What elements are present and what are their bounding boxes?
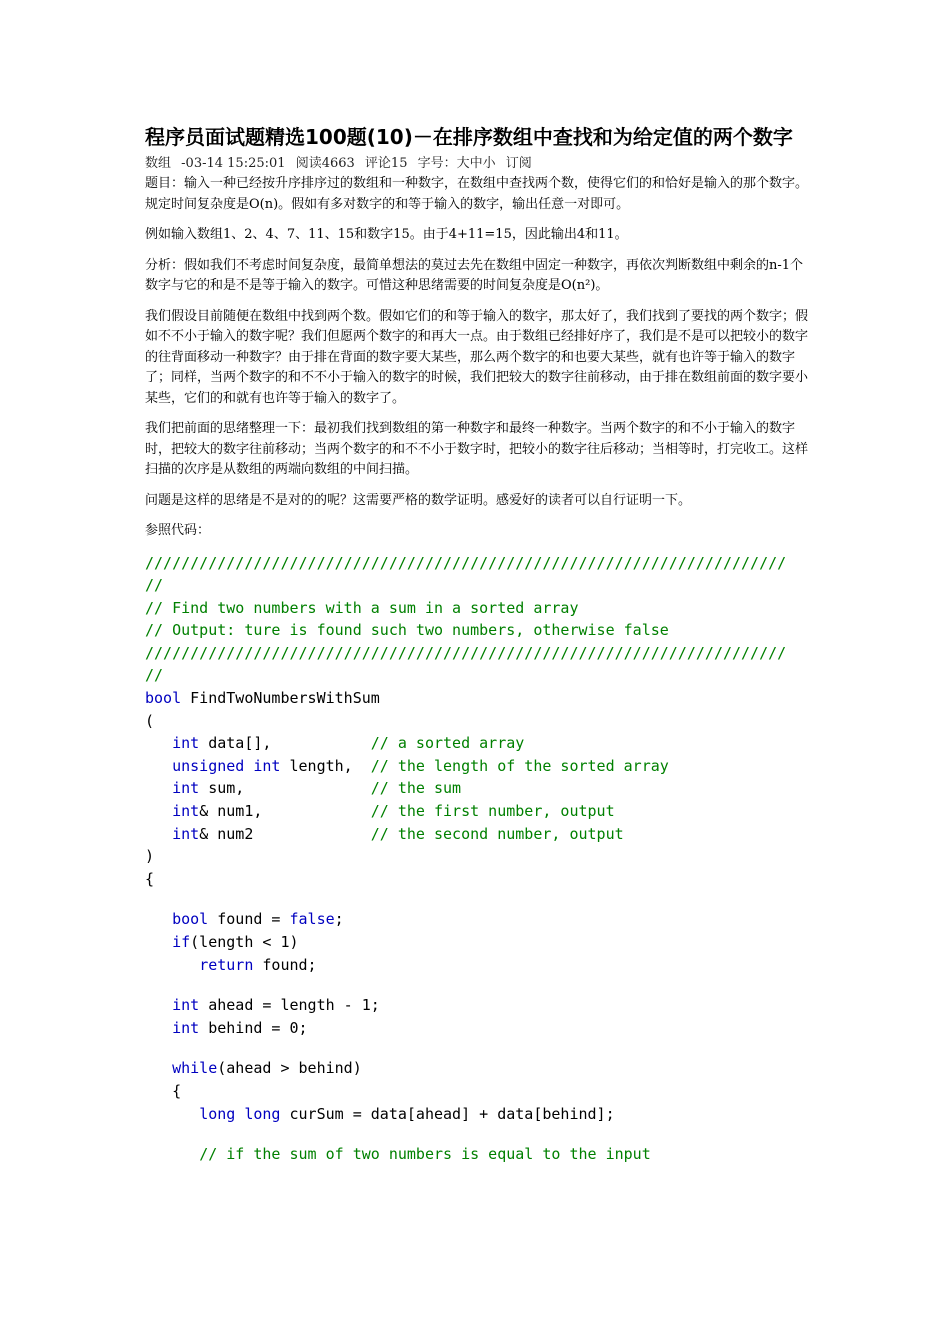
code-line: [145, 777, 810, 800]
code-text: [145, 1019, 172, 1037]
code-keyword: bool: [145, 689, 182, 708]
code-line: [145, 1125, 810, 1143]
paragraph-example: 例如输入数组1、2、4、7、11、15和数字15。由于4+11=15，因此输出4和11。: [145, 227, 628, 242]
article-title: 程序员面试题精选100题(10)－在排序数组中查找和为给定值的两个数字: [145, 125, 793, 149]
code-comment: // the length of the sorted array: [370, 756, 669, 775]
code-text: length,: [280, 756, 371, 775]
code-line: [145, 845, 810, 868]
code-line: [145, 1057, 810, 1080]
code-line: [145, 890, 810, 908]
code-text: & num1,: [199, 802, 371, 821]
code-text: [145, 1105, 199, 1123]
paragraph-summary: 我们把前面的思绪整理一下：最初我们找到数组的第一种数字和最终一种数字。当两个数字的和不小于输入的数字时，把较大的数字往前移动；当两个数字的和不不小于数字时，把较小的数字往后移动；当相等时，打完收工。这样扫描的次序是从数组的两端向数组的中间扫描。: [145, 421, 809, 477]
code-comment: // the second number, output: [370, 824, 624, 843]
code-line: [145, 931, 810, 954]
code-keyword: int: [172, 734, 200, 753]
code-text: [145, 825, 172, 843]
code-line: [145, 908, 810, 931]
code-keyword: int: [172, 1018, 200, 1037]
code-text: found;: [253, 955, 317, 974]
code-comment: // Find two numbers with a sum in a sorted array: [145, 598, 579, 617]
code-line: [145, 800, 810, 823]
code-keyword: while: [172, 1059, 218, 1078]
code-comment: // if the sum of two numbers is equal to the input: [199, 1145, 651, 1164]
code-text: [145, 910, 172, 928]
code-text: ): [145, 847, 155, 866]
code-line: [145, 954, 810, 977]
code-text: [145, 1145, 199, 1163]
code-text: [145, 779, 172, 797]
code-text: (length < 1): [190, 933, 299, 951]
code-text: [145, 933, 172, 951]
paragraph-analysis: 分析：假如我们不考虑时间复杂度，最简单想法的莫过去先在数组中固定一种数字，再依次判断数组中剩余的n-1个数字与它的和是不是等于输入的数字。可惜这种思绪需要的时间复杂度是O(n²)。: [145, 257, 804, 293]
code-text: [145, 996, 172, 1014]
code-comment: //: [145, 576, 164, 595]
code-comment: ///////////////////////////////////////////////////////////////////////: [145, 643, 787, 662]
paragraph-code-intro: 参照代码：: [145, 523, 211, 538]
code-text: (: [145, 711, 155, 730]
code-keyword: int: [172, 779, 200, 798]
paragraph-proof: 问题是这样的思绪是不是对的的呢？这需要严格的数学证明。感爱好的读者可以自行证明一下。: [145, 492, 692, 508]
code-keyword: int: [172, 996, 200, 1015]
code-text: [145, 802, 172, 820]
code-line: [145, 994, 810, 1017]
code-comment: ///////////////////////////////////////////////////////////////////////: [145, 553, 787, 572]
code-line: [145, 1039, 810, 1057]
code-text: [145, 734, 172, 752]
article: [145, 122, 810, 1166]
code-line: [145, 732, 810, 755]
code-text: [145, 757, 172, 775]
code-text: [145, 1059, 172, 1077]
code-comment: //: [145, 666, 164, 685]
meta-comments[interactable]: 评论15: [364, 156, 408, 171]
code-text: ahead = length - 1;: [199, 996, 380, 1015]
meta-category[interactable]: 数组: [145, 156, 172, 171]
code-line: [145, 755, 810, 778]
code-text: & num2: [199, 824, 371, 843]
code-comment: // Output: ture is found such two numbers, otherwise false: [145, 621, 669, 640]
code-keyword: bool: [172, 910, 209, 929]
code-line: [145, 868, 810, 891]
code-text: data[],: [199, 734, 371, 753]
code-line: [145, 687, 810, 710]
code-keyword: if: [172, 933, 191, 951]
code-line: [145, 619, 810, 642]
code-line: [145, 1080, 810, 1103]
code-text: FindTwoNumbersWithSum: [181, 689, 380, 708]
article-meta: [145, 154, 810, 174]
code-comment: // a sorted array: [370, 734, 525, 753]
code-comment: // the first number, output: [370, 802, 615, 821]
code-keyword: long long: [199, 1104, 281, 1123]
code-keyword: int: [172, 824, 200, 843]
meta-views: 阅读4663: [295, 156, 355, 171]
meta-font-size[interactable]: 字号：大中小: [417, 156, 496, 171]
paragraph-problem: 题目：输入一种已经按升序排序过的数组和一种数字，在数组中查找两个数，使得它们的和恰好是输入的那个数字。规定时间复杂度是O(n)。假如有多对数字的和等于输入的数字，输出任意一对即可。: [145, 176, 809, 212]
code-comment: // the sum: [370, 779, 462, 798]
code-text: sum,: [199, 779, 371, 798]
code-line: [145, 710, 810, 733]
code-text: ;: [334, 910, 344, 929]
code-line: [145, 1017, 810, 1040]
code-line: [145, 597, 810, 620]
code-line: [145, 976, 810, 994]
code-line: [145, 574, 810, 597]
code-line: [145, 664, 810, 687]
code-text: found =: [208, 910, 290, 929]
code-block: [145, 552, 810, 1166]
code-text: behind = 0;: [199, 1018, 308, 1037]
code-line: [145, 1103, 810, 1126]
code-line: [145, 1143, 810, 1166]
code-text: (ahead > behind): [217, 1059, 362, 1078]
code-line: [145, 823, 810, 846]
meta-subscribe[interactable]: 订阅: [505, 156, 532, 171]
code-line: [145, 552, 810, 575]
code-keyword: unsigned int: [172, 756, 281, 775]
code-line: [145, 642, 810, 665]
code-text: curSum = data[ahead] + data[behind];: [280, 1104, 615, 1123]
paragraph-idea: 我们假设目前随便在数组中找到两个数。假如它们的和等于输入的数字，那太好了，我们找到了要找的两个数字；假如不不小于输入的数字呢？我们但愿两个数字的和再大一点。由于数组已经排好序了，我们是不是可以把较小的数字的往背面移动一种数字？由于排在背面的数字要大某些，那么两个数字的和也要大某些，就有也许等于输入的数字了；同样，当两个数字的和不不小于输入的数字的时候，我们把较大的数字往前移动，由于排在数组前面的数字要小某些，它们的和就有也许等于输入的数字了。: [145, 308, 809, 406]
code-text: {: [145, 1081, 182, 1100]
code-keyword: false: [289, 910, 335, 929]
meta-date: -03-14 15:25:01: [181, 156, 286, 171]
code-keyword: return: [199, 955, 254, 974]
code-keyword: int: [172, 802, 200, 821]
code-text: [145, 956, 199, 974]
code-text: {: [145, 869, 155, 888]
